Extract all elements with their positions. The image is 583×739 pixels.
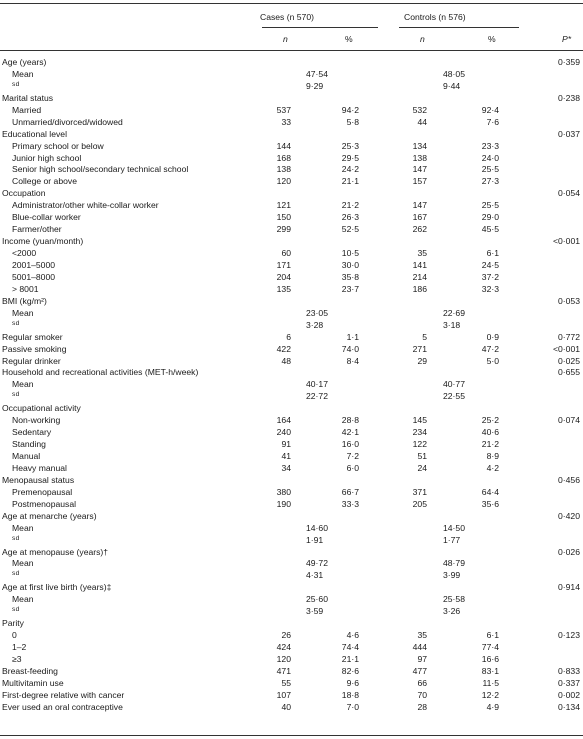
cases-n: 33	[281, 116, 291, 127]
p-value: 0·655	[558, 367, 580, 378]
row-label: First-degree relative with cancer	[2, 689, 125, 700]
controls-group-rule	[399, 27, 519, 28]
p-value: 0·337	[558, 677, 580, 688]
p-value: 0·772	[558, 331, 580, 342]
p-value: 0·359	[558, 57, 580, 67]
controls-pct: 64·4	[481, 486, 499, 497]
cases-n: 6	[286, 331, 291, 342]
cases-n: 41	[281, 451, 291, 462]
row-label: Parity	[2, 618, 24, 629]
controls-pct: 37·2	[481, 271, 499, 282]
header-controls: Controls (n 576)	[404, 12, 466, 22]
header-controls-n: n	[420, 34, 425, 44]
row-label: Household and recreational activities (MET-h/week)	[2, 367, 199, 378]
controls-pct: 21·2	[481, 439, 499, 450]
row-label: sd	[12, 606, 20, 614]
controls-value: 22·55	[443, 391, 465, 402]
controls-value: 48·05	[443, 68, 465, 79]
controls-n: 271	[412, 343, 427, 354]
controls-value: 14·50	[443, 522, 465, 533]
cases-value: 4·31	[306, 570, 324, 581]
row-label: Regular drinker	[2, 355, 61, 366]
cases-value: 9·29	[306, 80, 324, 91]
cases-pct: 25·3	[341, 140, 359, 151]
controls-pct: 45·5	[481, 224, 499, 235]
row-label: Mean	[12, 558, 34, 569]
cases-n: 190	[276, 498, 291, 509]
cases-pct: 30·0	[341, 259, 359, 270]
cases-value: 25·60	[306, 594, 328, 605]
row-label: Standing	[12, 439, 46, 450]
controls-pct: 29·0	[481, 212, 499, 223]
row-label: Occupational activity	[2, 403, 81, 414]
controls-n: 28	[417, 701, 427, 712]
controls-pct: 25·2	[481, 415, 499, 426]
controls-n: 145	[412, 415, 427, 426]
header-cases: Cases (n 570)	[260, 12, 314, 22]
row-label: sd	[12, 391, 20, 399]
p-value: 0·074	[558, 415, 580, 426]
cases-n: 48	[281, 355, 291, 366]
cases-n: 299	[276, 224, 291, 235]
row-label: BMI (kg/m²)	[2, 295, 47, 306]
controls-pct: 16·6	[481, 654, 499, 664]
controls-n: 157	[412, 176, 427, 187]
cases-n: 240	[276, 427, 291, 438]
cases-pct: 16·0	[341, 439, 359, 450]
p-value: 0·054	[558, 188, 580, 199]
p-value: 0·833	[558, 665, 580, 676]
row-label: Non-working	[12, 415, 61, 426]
header-controls-pct: %	[488, 34, 496, 44]
controls-n: 205	[412, 498, 427, 509]
row-label: Premenopausal	[12, 486, 73, 497]
controls-value: 3·18	[443, 319, 461, 330]
controls-n: 5	[422, 331, 427, 342]
row-label: Sedentary	[12, 427, 52, 438]
cases-pct: 74·4	[341, 642, 359, 653]
row-label: Blue-collar worker	[12, 212, 81, 223]
controls-value: 25·58	[443, 594, 465, 605]
row-label: sd	[12, 534, 20, 542]
cases-pct: 82·6	[341, 665, 359, 676]
controls-n: 66	[417, 677, 427, 688]
cases-n: 120	[276, 654, 291, 664]
p-value: <0·001	[553, 343, 580, 354]
cases-n: 422	[276, 343, 291, 354]
cases-pct: 52·5	[341, 224, 359, 235]
cases-pct: 66·7	[341, 486, 359, 497]
row-label: 1–2	[12, 642, 27, 653]
controls-n: 122	[412, 439, 427, 450]
p-value: 0·456	[558, 474, 580, 485]
row-label: Mean	[12, 307, 34, 318]
cases-pct: 1·1	[346, 331, 359, 342]
cases-pct: 18·8	[341, 689, 359, 700]
cases-value: 1·91	[306, 534, 324, 545]
cases-pct: 28·8	[341, 415, 359, 426]
row-label: Age at first live birth (years)‡	[2, 582, 112, 593]
cases-n: 34	[281, 462, 291, 473]
p-value: 0·238	[558, 92, 580, 103]
row-label: Breast-feeding	[2, 665, 58, 676]
cases-group-rule	[262, 27, 378, 28]
controls-value: 48·79	[443, 558, 465, 569]
controls-n: 97	[417, 654, 427, 664]
row-label: sd	[12, 319, 20, 327]
p-value: 0·026	[558, 546, 580, 557]
controls-value: 3·26	[443, 606, 461, 617]
controls-n: 477	[412, 665, 427, 676]
cases-n: 60	[281, 248, 291, 259]
cases-pct: 21·2	[341, 200, 359, 211]
cases-value: 49·72	[306, 558, 328, 569]
row-label: Unmarried/divorced/widowed	[12, 116, 123, 127]
row-label: Mean	[12, 594, 34, 605]
cases-value: 40·17	[306, 379, 328, 390]
row-label: 2001–5000	[12, 259, 56, 270]
controls-pct: 11·5	[482, 677, 499, 688]
controls-pct: 0·9	[486, 331, 499, 342]
controls-pct: 25·5	[481, 200, 499, 211]
row-label: 0	[12, 630, 17, 641]
cases-n: 26	[281, 630, 291, 641]
controls-n: 70	[417, 689, 427, 700]
controls-value: 3·99	[443, 570, 461, 581]
row-label: 5001–8000	[12, 271, 56, 282]
cases-pct: 6·0	[346, 462, 359, 473]
controls-pct: 4·9	[486, 701, 499, 712]
controls-n: 35	[417, 248, 427, 259]
controls-pct: 27·3	[481, 176, 499, 187]
row-label: Marital status	[2, 92, 54, 103]
p-value: 0·002	[558, 689, 580, 700]
controls-pct: 40·6	[481, 427, 499, 438]
cases-pct: 7·2	[346, 451, 359, 462]
cases-n: 55	[281, 677, 291, 688]
cases-pct: 10·5	[341, 248, 359, 259]
controls-pct: 47·2	[481, 343, 499, 354]
header-cases-n: n	[283, 34, 288, 44]
row-label: <2000	[12, 248, 37, 259]
cases-pct: 94·2	[341, 104, 359, 115]
row-label: Age at menopause (years)†	[2, 546, 109, 557]
controls-n: 24	[417, 462, 427, 473]
controls-n: 186	[412, 283, 427, 294]
cases-n: 471	[276, 665, 291, 676]
p-value: 0·025	[558, 355, 580, 366]
row-label: Occupation	[2, 188, 46, 199]
cases-pct: 7·0	[346, 701, 359, 712]
controls-pct: 24·0	[481, 152, 499, 163]
controls-n: 51	[417, 451, 427, 462]
row-label: Passive smoking	[2, 343, 67, 354]
row-label: Mean	[12, 522, 34, 533]
controls-pct: 5·0	[486, 355, 499, 366]
row-label: Educational level	[2, 128, 67, 139]
row-label: Junior high school	[12, 152, 82, 163]
cases-pct: 23·7	[341, 283, 359, 294]
controls-pct: 7·6	[486, 116, 499, 127]
row-label: > 8001	[12, 283, 39, 294]
cases-value: 14·60	[306, 522, 328, 533]
row-label: Manual	[12, 451, 41, 462]
controls-n: 214	[412, 271, 427, 282]
row-label: Ever used an oral contraceptive	[2, 701, 123, 712]
cases-pct: 24·2	[341, 164, 359, 175]
cases-pct: 21·1	[341, 176, 359, 187]
cases-pct: 8·4	[346, 355, 359, 366]
cases-n: 120	[276, 176, 291, 187]
p-value: 0·037	[558, 128, 580, 139]
controls-pct: 6·1	[486, 630, 499, 641]
controls-pct: 8·9	[486, 451, 499, 462]
cases-n: 424	[276, 642, 291, 653]
controls-n: 35	[417, 630, 427, 641]
controls-pct: 6·1	[486, 248, 499, 259]
row-label: Mean	[12, 379, 34, 390]
cases-pct: 4·6	[346, 630, 359, 641]
cases-n: 138	[276, 164, 291, 175]
row-label: Heavy manual	[12, 462, 67, 473]
row-label: College or above	[12, 176, 77, 187]
cases-pct: 42·1	[341, 427, 359, 438]
controls-pct: 77·4	[481, 642, 499, 653]
controls-pct: 25·5	[481, 164, 499, 175]
p-value: 0·053	[558, 295, 580, 306]
controls-n: 262	[412, 224, 427, 235]
row-label: ≥3	[12, 654, 22, 664]
controls-n: 147	[412, 164, 427, 175]
row-label: Multivitamin use	[2, 677, 64, 688]
controls-n: 147	[412, 200, 427, 211]
cases-pct: 21·1	[341, 654, 359, 664]
p-value: <0·001	[553, 236, 580, 247]
cases-n: 537	[276, 104, 291, 115]
controls-value: 22·69	[443, 307, 465, 318]
row-label: Married	[12, 104, 42, 115]
row-label: Postmenopausal	[12, 498, 77, 509]
cases-pct: 74·0	[341, 343, 359, 354]
row-label: sd	[12, 570, 20, 578]
cases-value: 22·72	[306, 391, 328, 402]
cases-value: 3·59	[306, 606, 324, 617]
header-cases-pct: %	[345, 34, 353, 44]
controls-n: 234	[412, 427, 427, 438]
p-value: 0·914	[558, 582, 580, 593]
controls-pct: 23·3	[481, 140, 499, 151]
row-label: Mean	[12, 68, 34, 79]
controls-pct: 32·3	[481, 283, 499, 294]
p-value: 0·134	[558, 701, 580, 712]
controls-pct: 24·5	[481, 259, 499, 270]
row-label: Senior high school/secondary technical school	[12, 164, 189, 175]
cases-n: 164	[276, 415, 291, 426]
cases-value: 3·28	[306, 319, 324, 330]
cases-pct: 9·6	[346, 677, 359, 688]
row-label: Income (yuan/month)	[2, 236, 84, 247]
cases-n: 204	[276, 271, 291, 282]
row-label: Administrator/other white-collar worker	[12, 200, 159, 211]
row-label: Farmer/other	[12, 224, 62, 235]
cases-n: 168	[276, 152, 291, 163]
cases-n: 91	[281, 439, 291, 450]
controls-pct: 4·2	[486, 462, 499, 473]
cases-value: 23·05	[306, 307, 328, 318]
cases-n: 380	[276, 486, 291, 497]
controls-n: 44	[417, 116, 427, 127]
cases-n: 40	[281, 701, 291, 712]
cases-value: 47·54	[306, 68, 328, 79]
controls-pct: 35·6	[481, 498, 499, 509]
row-label: Age (years)	[2, 57, 47, 67]
table-top-rule	[0, 3, 583, 4]
row-label: Regular smoker	[2, 331, 63, 342]
controls-pct: 12·2	[481, 689, 499, 700]
row-label: Primary school or below	[12, 140, 104, 151]
controls-value: 9·44	[443, 80, 461, 91]
p-value: 0·420	[558, 510, 580, 521]
cases-n: 144	[276, 140, 291, 151]
cases-n: 171	[276, 259, 291, 270]
controls-n: 444	[412, 642, 427, 653]
row-label: sd	[12, 80, 20, 88]
controls-n: 371	[412, 486, 427, 497]
controls-n: 29	[417, 355, 427, 366]
header-bottom-rule	[0, 50, 583, 51]
cases-pct: 5·8	[346, 116, 359, 127]
cases-pct: 35·8	[341, 271, 359, 282]
controls-n: 141	[412, 259, 427, 270]
header-p-value: P*	[562, 34, 572, 44]
cases-pct: 29·5	[341, 152, 359, 163]
cases-pct: 33·3	[341, 498, 359, 509]
row-label: Age at menarche (years)	[2, 510, 97, 521]
controls-value: 40·77	[443, 379, 465, 390]
row-label: Menopausal status	[2, 474, 75, 485]
controls-value: 1·77	[443, 534, 461, 545]
cases-pct: 26·3	[341, 212, 359, 223]
p-value: 0·123	[558, 630, 580, 641]
cases-n: 150	[276, 212, 291, 223]
controls-n: 138	[412, 152, 427, 163]
cases-n: 107	[276, 689, 291, 700]
controls-pct: 92·4	[481, 104, 499, 115]
controls-n: 167	[412, 212, 427, 223]
controls-n: 134	[412, 140, 427, 151]
cases-n: 135	[276, 283, 291, 294]
table-bottom-rule	[0, 735, 583, 736]
controls-pct: 83·1	[481, 665, 499, 676]
controls-n: 532	[412, 104, 427, 115]
cases-n: 121	[276, 200, 291, 211]
